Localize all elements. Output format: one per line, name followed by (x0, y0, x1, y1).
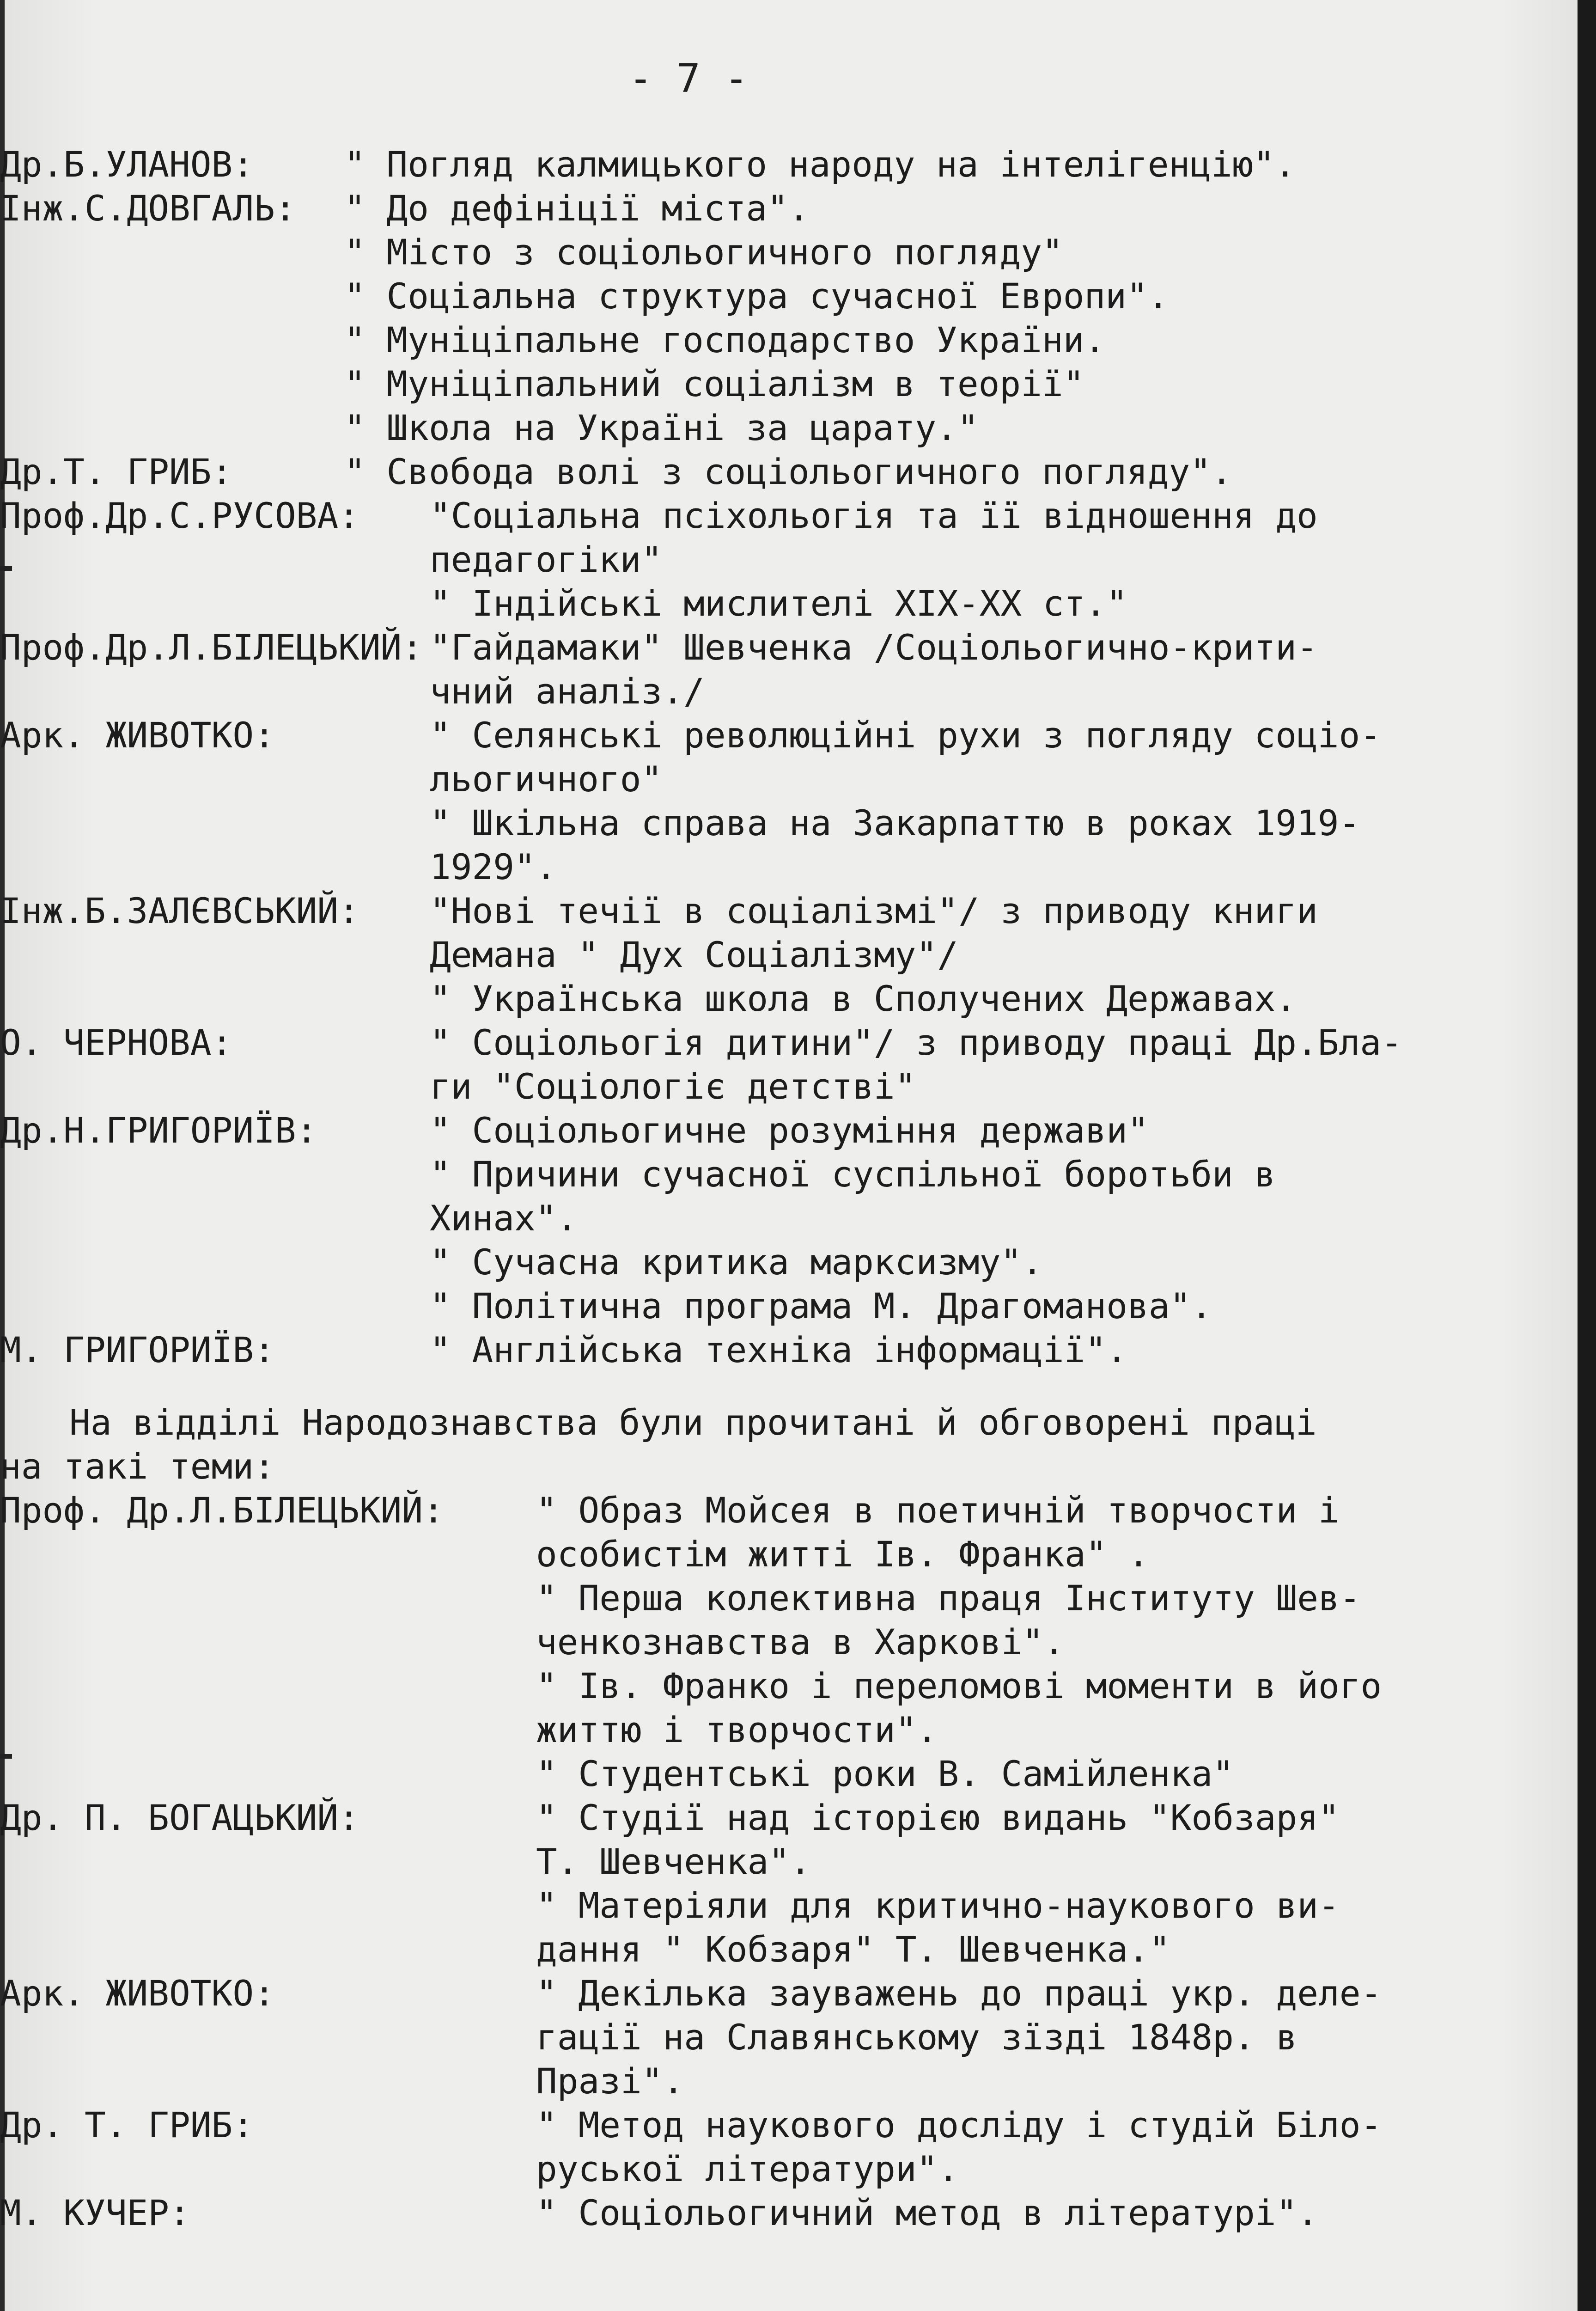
work-title: особистім житті Ів. Франка" . (536, 1534, 1149, 1575)
work-title: " Образ Мойсея в поетичній творчости і (536, 1490, 1340, 1531)
author-name: Др. Т. ГРИБ: (0, 2104, 254, 2146)
work-title: педагогіки" (430, 539, 663, 580)
work-title: " Перша колективна праця Інституту Шев- (536, 1577, 1361, 1619)
work-title: "Гайдамаки" Шевченка /Соціольогично-крити- (430, 627, 1318, 668)
work-title: життю і творчости". (536, 1709, 938, 1750)
scan-left-edge (0, 0, 5, 2311)
author-name: Проф. Др.Л.БІЛЕЦЬКИЙ: (0, 1490, 444, 1531)
work-title: " Муніціпальне господарство України. (344, 319, 1106, 361)
work-title: " Українська школа в Сполучених Державах. (430, 978, 1297, 1019)
author-name: М. ГРИГОРИЇВ: (0, 1329, 275, 1370)
work-title: " Соціальна структура сучасної Европи". (344, 275, 1169, 317)
section-intro: На відділі Народознавства були прочитані й обговорені праці (69, 1402, 1317, 1443)
work-title: Демана " Дух Соціалізму"/ (430, 934, 958, 975)
author-name: Др.Н.ГРИГОРИЇВ: (0, 1110, 317, 1151)
work-title: " Англійська техніка інформації". (430, 1329, 1127, 1370)
work-title: "Соціальна псіхольогія та її відношення до (430, 495, 1318, 536)
author-name: Др.Б.УЛАНОВ: (0, 144, 254, 185)
work-title: Т. Шевченка". (536, 1841, 811, 1882)
work-title: чний аналіз./ (430, 671, 705, 712)
work-title: " Студії над історією видань "Кобзаря" (536, 1797, 1340, 1838)
work-title: " Школа на Україні за царату." (344, 407, 979, 448)
author-name: Інж.Б.ЗАЛЄВСЬКИЙ: (0, 890, 359, 931)
margin-mark (0, 566, 12, 571)
section-intro: на такі теми: (0, 1446, 275, 1487)
author-name: Арк. ЖИВОТКО: (0, 715, 275, 756)
work-title: " Метод наукового досліду і студій Біло- (536, 2104, 1382, 2146)
work-title: " Декілька зауважень до праці укр. деле- (536, 1973, 1382, 2014)
work-title: " Матеріяли для критично-наукового ви- (536, 1885, 1340, 1926)
work-title: " Сучасна критика марксизму". (430, 1241, 1043, 1283)
work-title: гації на Славянському зїзді 1848р. в (536, 2017, 1298, 2058)
work-title: " Індійські мислителі XIX-XX ст." (430, 583, 1127, 624)
author-name: Арк. ЖИВОТКО: (0, 1973, 275, 2014)
scan-right-edge (1578, 0, 1596, 2311)
work-title: " Місто з соціольогичного погляду" (344, 232, 1063, 273)
work-title: ги "Соціологіє детстві" (430, 1066, 916, 1107)
work-title: " Соціольогія дитини"/ з приводу праці Др.Бла- (430, 1022, 1402, 1063)
author-name: Проф.Др.Л.БІЛЕЦЬКИЙ: (0, 627, 423, 668)
work-title: " Ів. Франко і переломові моменти в його (536, 1665, 1382, 1706)
author-name: О. ЧЕРНОВА: (0, 1022, 233, 1063)
work-title: " Муніціпальний соціалізм в теорії" (344, 363, 1084, 404)
work-title: Празі". (536, 2060, 684, 2102)
work-title: "Нові течії в соціалізмі"/ з приводу книги (430, 890, 1318, 931)
work-title: руської літератури". (536, 2148, 959, 2189)
work-title: " Свобода волі з соціольогичного погляду". (344, 451, 1232, 492)
author-name: Др.Т. ГРИБ: (0, 451, 233, 492)
work-title: " Причини сучасної суспільної боротьби в (430, 1154, 1276, 1195)
author-name: Др. П. БОГАЦЬКИЙ: (0, 1797, 359, 1838)
author-name: М. КУЧЕР: (0, 2192, 190, 2233)
work-title: " Соціольогичний метод в літературі". (536, 2192, 1318, 2233)
work-title: дання " Кобзаря" Т. Шевченка." (536, 1929, 1170, 1970)
work-title: " Політична програма М. Драгоманова". (430, 1285, 1212, 1327)
work-title: " Погляд калмицького народу на інтелігенцію". (344, 144, 1296, 185)
author-name: Інж.С.ДОВГАЛЬ: (0, 188, 296, 229)
work-title: ченкознавства в Харкові". (536, 1621, 1065, 1663)
work-title: " Селянські революційні рухи з погляду соціо- (430, 715, 1382, 756)
work-title: " Студентські роки В. Самійленка" (536, 1753, 1234, 1794)
work-title: льогичного" (430, 758, 663, 800)
page-number: - 7 - (628, 55, 749, 102)
author-name: Проф.Др.С.РУСОВА: (0, 495, 359, 536)
work-title: " До дефініції міста". (344, 188, 810, 229)
work-title: Хинах". (430, 1198, 578, 1239)
work-title: " Шкільна справа на Закарпаттю в роках 1919- (430, 802, 1360, 844)
margin-mark (0, 1754, 12, 1759)
work-title: " Соціольогичне розуміння держави" (430, 1110, 1149, 1151)
work-title: 1929". (430, 846, 557, 887)
